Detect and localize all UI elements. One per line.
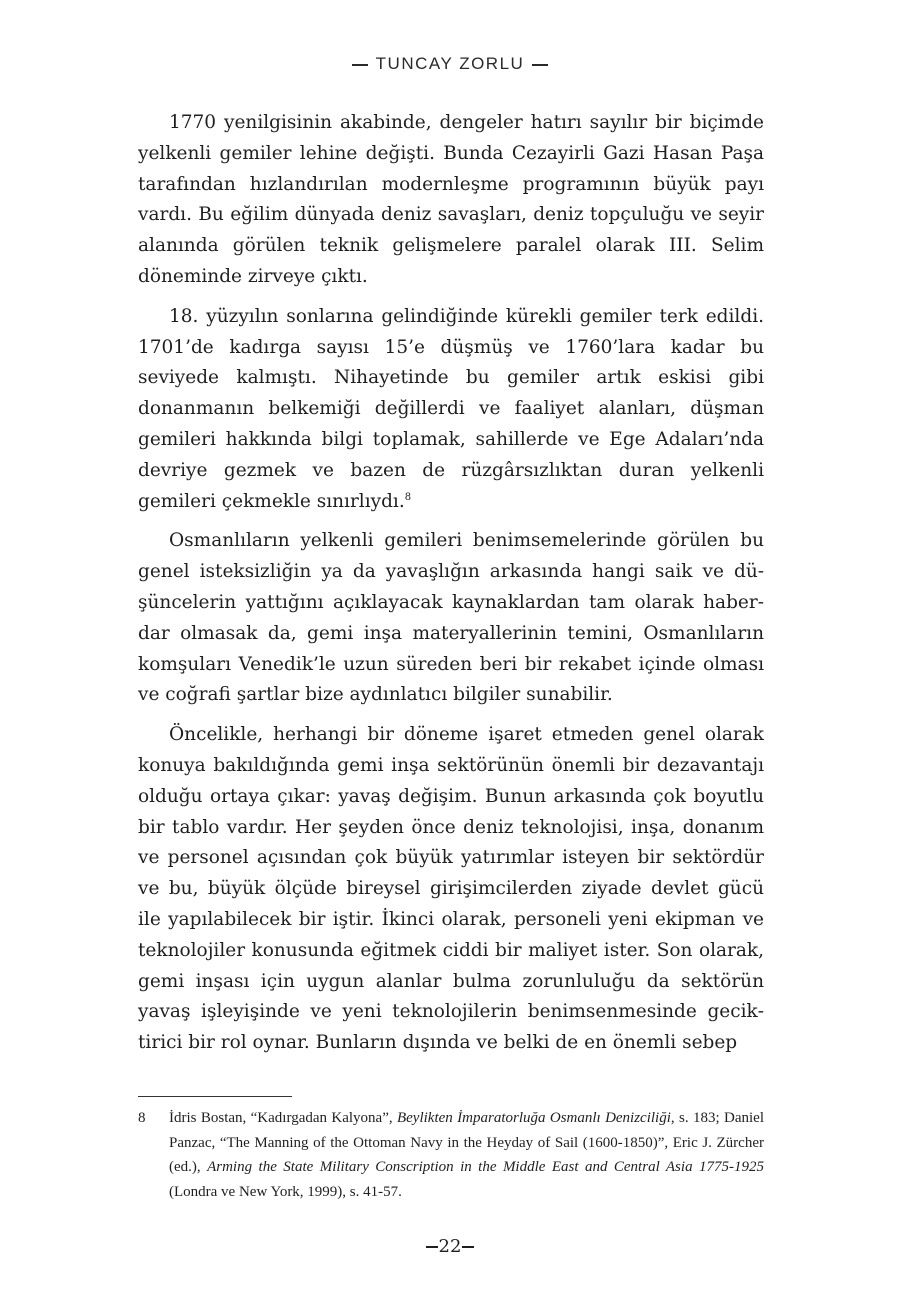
page-number-dash-right xyxy=(462,1246,474,1248)
header-author: TUNCAY ZORLU xyxy=(375,54,525,73)
running-header xyxy=(0,54,900,74)
page-number-value: 22 xyxy=(438,1236,462,1257)
paragraph-1: 1770 yenilgisinin akabinde, dengeler hatırı sayılır bir biçimde yelkenli gemiler lehine değişti. Bunda Cezayirli Gazi Hasan Paşa tarafından hızlandırılan modernleşme programının büyük payı vardı. Bu eğilim dünyada deniz savaşları, deniz topçuluğu ve seyir alanında görülen teknik gelişmelere paralel olarak III. Selim döneminde zirveye çıktı. xyxy=(138,112,764,287)
footnote-number: 8 xyxy=(138,1110,146,1126)
body-text xyxy=(138,108,764,1068)
page-number xyxy=(0,1236,900,1257)
footnote-text-2: , s. 183; Daniel Panzac, “The Manning of the Ottoman Navy in the Heyday of Sail (1600-1850)”, Eric J. Zürcher (ed.), xyxy=(169,1110,764,1175)
footnote-text-3: (Londra ve New York, 1999), s. 41-57. xyxy=(169,1183,402,1200)
paragraph-3: Osmanlıların yelkenli gemileri benimsemelerinde görülen bu genel isteksizliğin ya da yavaşlığın arkasında hangi saik ve düşüncelerin yattığını açıklayacak kaynaklardan tam olarak haberdar olmasak da, gemi inşa materyallerinin temini, Osmanlıların komşuları Venedik’le uzun süreden beri bir rekabet içinde olması ve coğrafi şartlar bize aydınlatıcı bilgiler sunabilir. xyxy=(138,530,764,706)
footnote-reference[interactable]: 8 xyxy=(404,491,412,503)
footnote-title-1: Beylikten İmparatorluğa Osmanlı Denizciliği xyxy=(396,1110,671,1126)
paragraph-4: Öncelikle, herhangi bir döneme işaret etmeden genel olarak konuya bakıldığında gemi inşa sektörünün önemli bir dezavantajı olduğu ortaya çıkar: yavaş değişim. Bunun arkasında çok boyutlu bir tablo vardır. Her şeyden önce deniz teknolojisi, inşa, donanım ve personel açısından çok büyük yatırımlar isteyen bir sektördür ve bu, büyük ölçüde bireysel girişimcilerden ziyade devlet gücü ile yapılabilecek bir iştir. İkinci olarak, personeli yeni ekipman ve teknolojiler konusunda eğitmek ciddi bir maliyet ister. Son olarak, gemi inşası için uygun alanlar bulma zorunluluğu da sektörün yavaş işleyişinde ve yeni teknolojilerin benimsenmesinde geciktirici bir rol oynar. Bunların dışında ve belki de en önemli sebep xyxy=(138,724,764,1054)
header-dash-left xyxy=(352,64,368,66)
footnote-text-1: İdris Bostan, “Kadırgadan Kalyona”, xyxy=(169,1110,397,1126)
footnote-divider xyxy=(138,1096,292,1097)
page-number-dash-left xyxy=(426,1246,438,1248)
paragraph-2-text: 18. yüzyılın sonlarına gelindiğinde kürekli gemiler terk edildi. 1701’de kadırga sayısı 15’e düşmüş ve 1760’lara kadar bu seviyede kalmıştı. Nihayetinde bu gemiler artık eskisi gibi donanmanın belkemiği değillerdi ve faaliyet alanları, düşman gemileri hakkında bilgi toplamak, sahillerde ve Ege Adaları’nda devriye gezmek ve bazen de rüzgârsızlıktan duran yelkenli gemileri çekmekle sınırlıydı. xyxy=(138,305,764,512)
footnote xyxy=(138,1106,764,1204)
paragraph-2 xyxy=(138,302,764,518)
footnote-body xyxy=(169,1106,764,1204)
footnote-title-2: Arming the State Military Conscription in the Middle East and Central Asia 1775-1925 xyxy=(207,1159,764,1175)
header-dash-right xyxy=(532,64,548,66)
